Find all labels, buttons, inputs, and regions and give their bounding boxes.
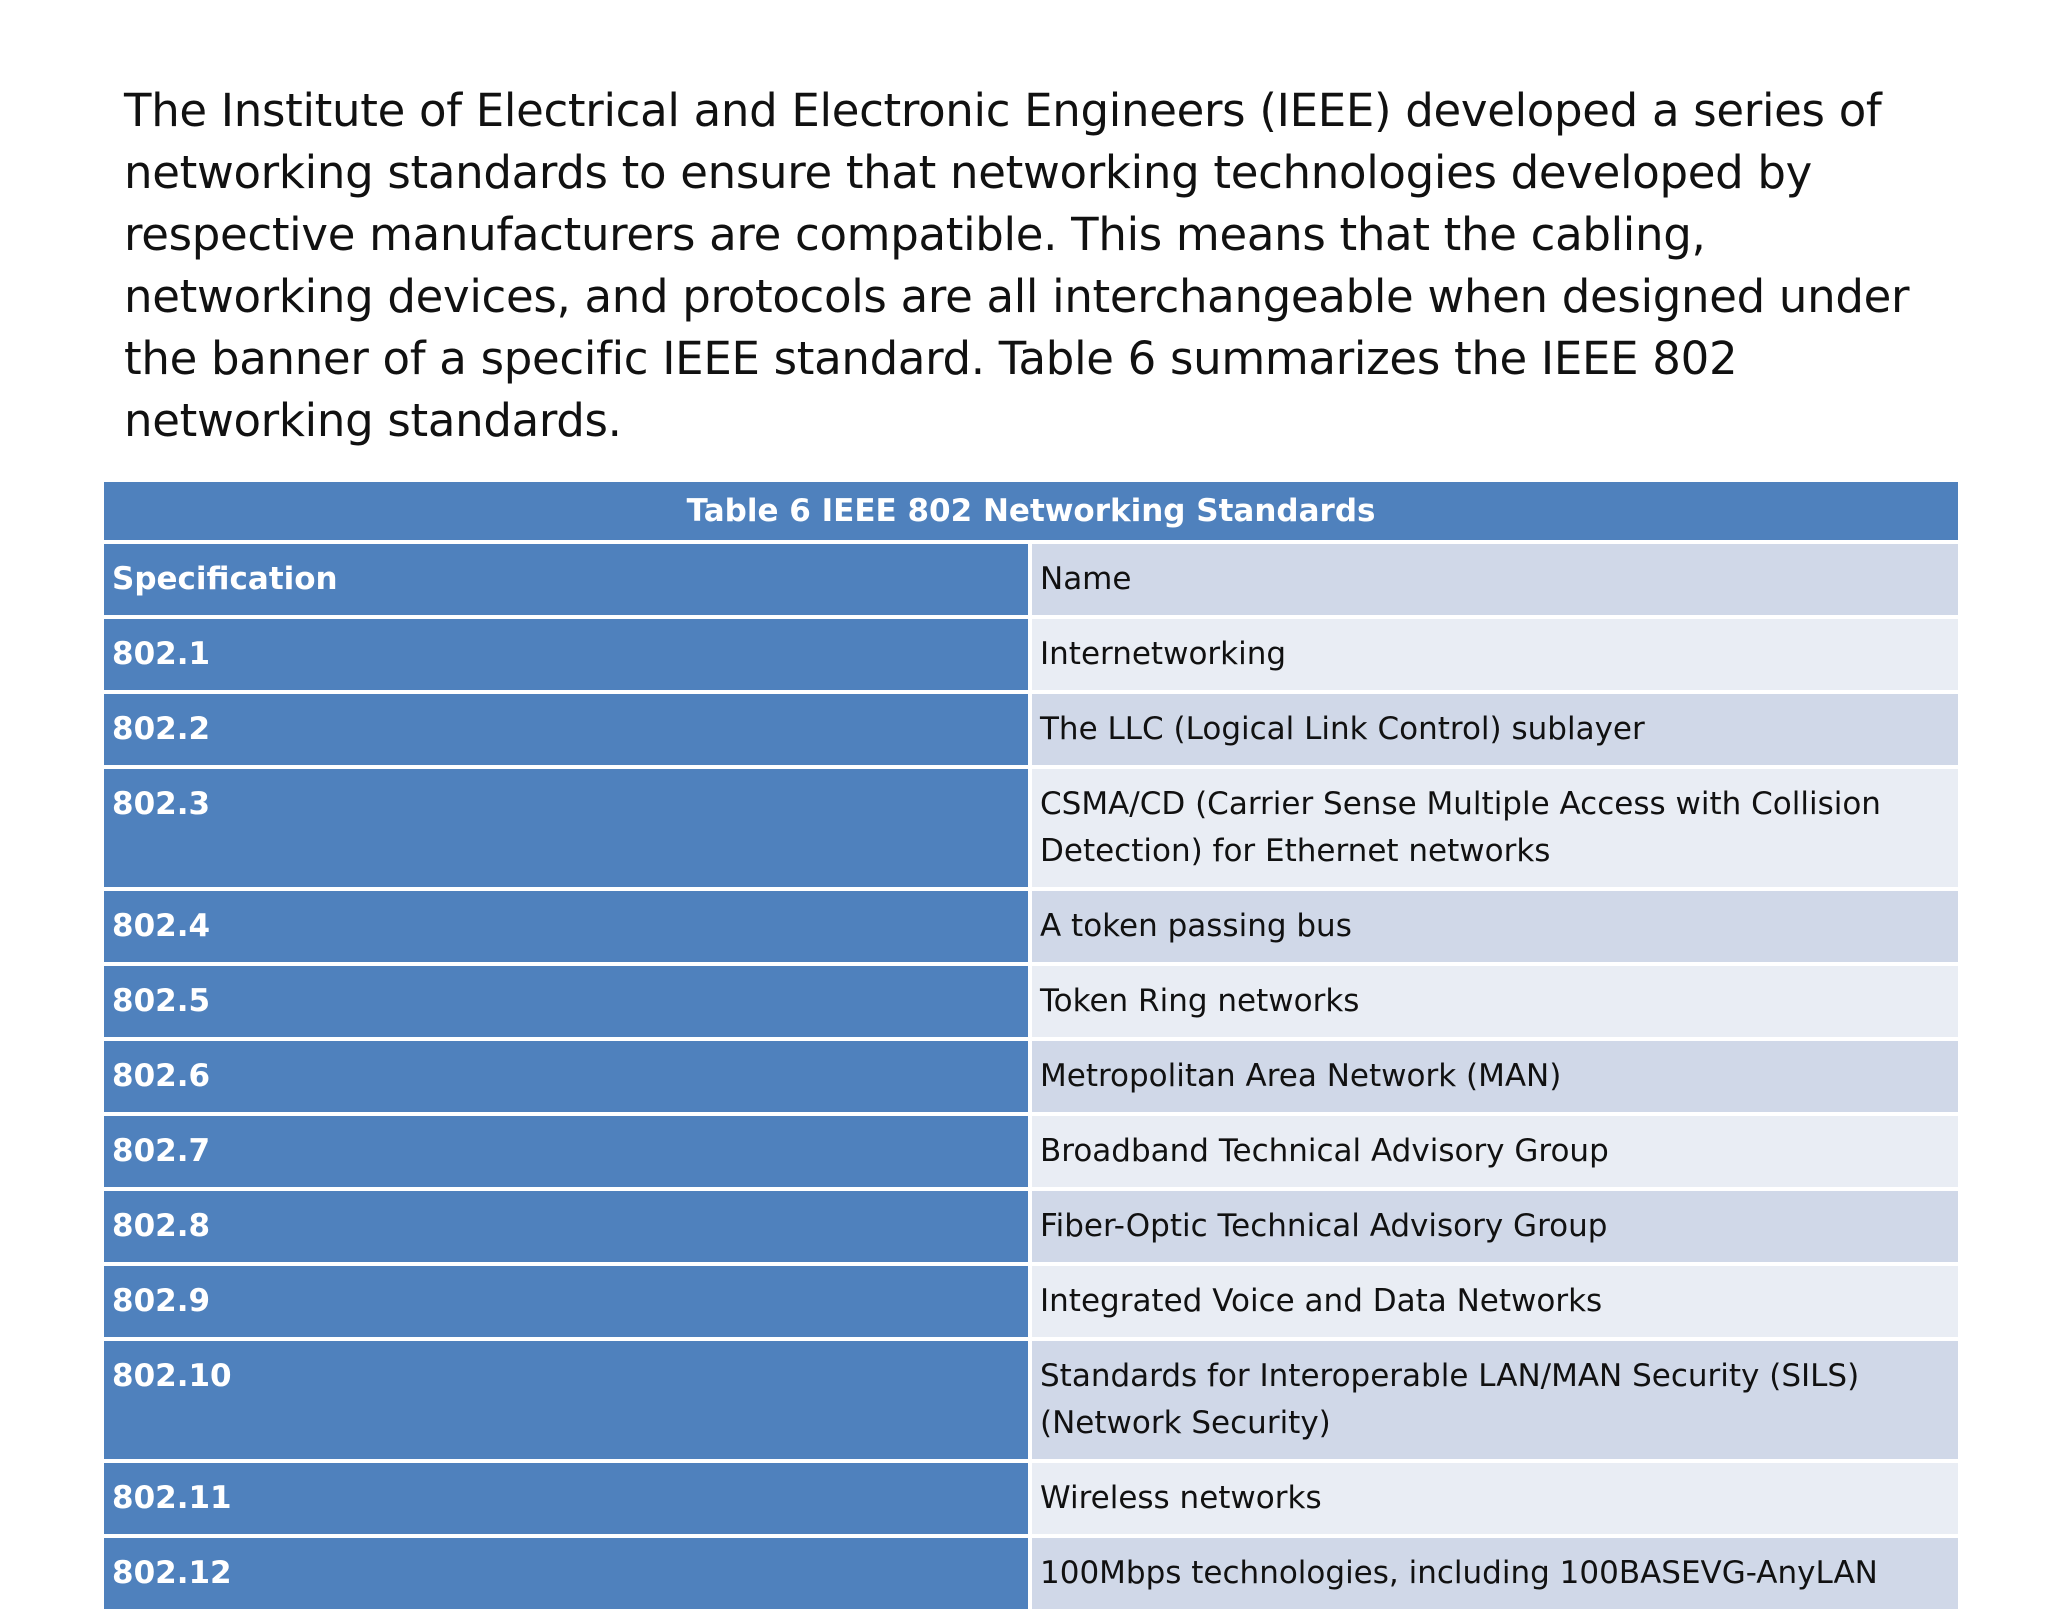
table-row bbox=[104, 694, 1958, 765]
table-row bbox=[104, 1191, 1958, 1262]
table-row bbox=[104, 966, 1958, 1037]
name-cell: Internetworking bbox=[1032, 619, 1958, 690]
ieee-802-standards-table bbox=[104, 478, 1958, 1613]
table-row bbox=[104, 619, 1958, 690]
table-row bbox=[104, 891, 1958, 962]
table-row bbox=[104, 1538, 1958, 1609]
spec-cell: 802.7 bbox=[104, 1116, 1028, 1187]
table-header-row bbox=[104, 544, 1958, 615]
spec-cell: 802.9 bbox=[104, 1266, 1028, 1337]
header-name: Name bbox=[1032, 544, 1958, 615]
name-cell: Fiber-Optic Technical Advisory Group bbox=[1032, 1191, 1958, 1262]
table-row bbox=[104, 1463, 1958, 1534]
name-cell: Wireless networks bbox=[1032, 1463, 1958, 1534]
table-row bbox=[104, 1116, 1958, 1187]
spec-cell: 802.8 bbox=[104, 1191, 1028, 1262]
name-cell: Standards for Interoperable LAN/MAN Security (SILS) (Network Security) bbox=[1032, 1341, 1958, 1459]
spec-cell: 802.12 bbox=[104, 1538, 1028, 1609]
spec-cell: 802.6 bbox=[104, 1041, 1028, 1112]
table-row bbox=[104, 1041, 1958, 1112]
spec-cell: 802.11 bbox=[104, 1463, 1028, 1534]
spec-cell: 802.3 bbox=[104, 769, 1028, 887]
name-cell: Metropolitan Area Network (MAN) bbox=[1032, 1041, 1958, 1112]
header-specification: Specification bbox=[104, 544, 1028, 615]
name-cell: 100Mbps technologies, including 100BASEVG-AnyLAN bbox=[1032, 1538, 1958, 1609]
name-cell: A token passing bus bbox=[1032, 891, 1958, 962]
name-cell: Token Ring networks bbox=[1032, 966, 1958, 1037]
name-cell: Broadband Technical Advisory Group bbox=[1032, 1116, 1958, 1187]
spec-cell: 802.4 bbox=[104, 891, 1028, 962]
name-cell: The LLC (Logical Link Control) sublayer bbox=[1032, 694, 1958, 765]
spec-cell: 802.1 bbox=[104, 619, 1028, 690]
table-caption-row bbox=[104, 482, 1958, 540]
table-row bbox=[104, 769, 1958, 887]
intro-paragraph: The Institute of Electrical and Electronic Engineers (IEEE) developed a series of networking standards to ensure that networking technologies developed by respective manufacturers are compatible. This means that the cabling, networking devices, and protocols are all interchangeable when designed under the banner of a specific IEEE standard. Table 6 summarizes the IEEE 802 networking standards. bbox=[124, 84, 1910, 447]
name-cell: CSMA/CD (Carrier Sense Multiple Access with Collision Detection) for Ethernet networks bbox=[1032, 769, 1958, 887]
name-cell: Integrated Voice and Data Networks bbox=[1032, 1266, 1958, 1337]
table-row bbox=[104, 1341, 1958, 1459]
spec-cell: 802.5 bbox=[104, 966, 1028, 1037]
spec-cell: 802.2 bbox=[104, 694, 1028, 765]
spec-cell: 802.10 bbox=[104, 1341, 1028, 1459]
table-row bbox=[104, 1266, 1958, 1337]
table-caption: Table 6 IEEE 802 Networking Standards bbox=[104, 482, 1958, 540]
